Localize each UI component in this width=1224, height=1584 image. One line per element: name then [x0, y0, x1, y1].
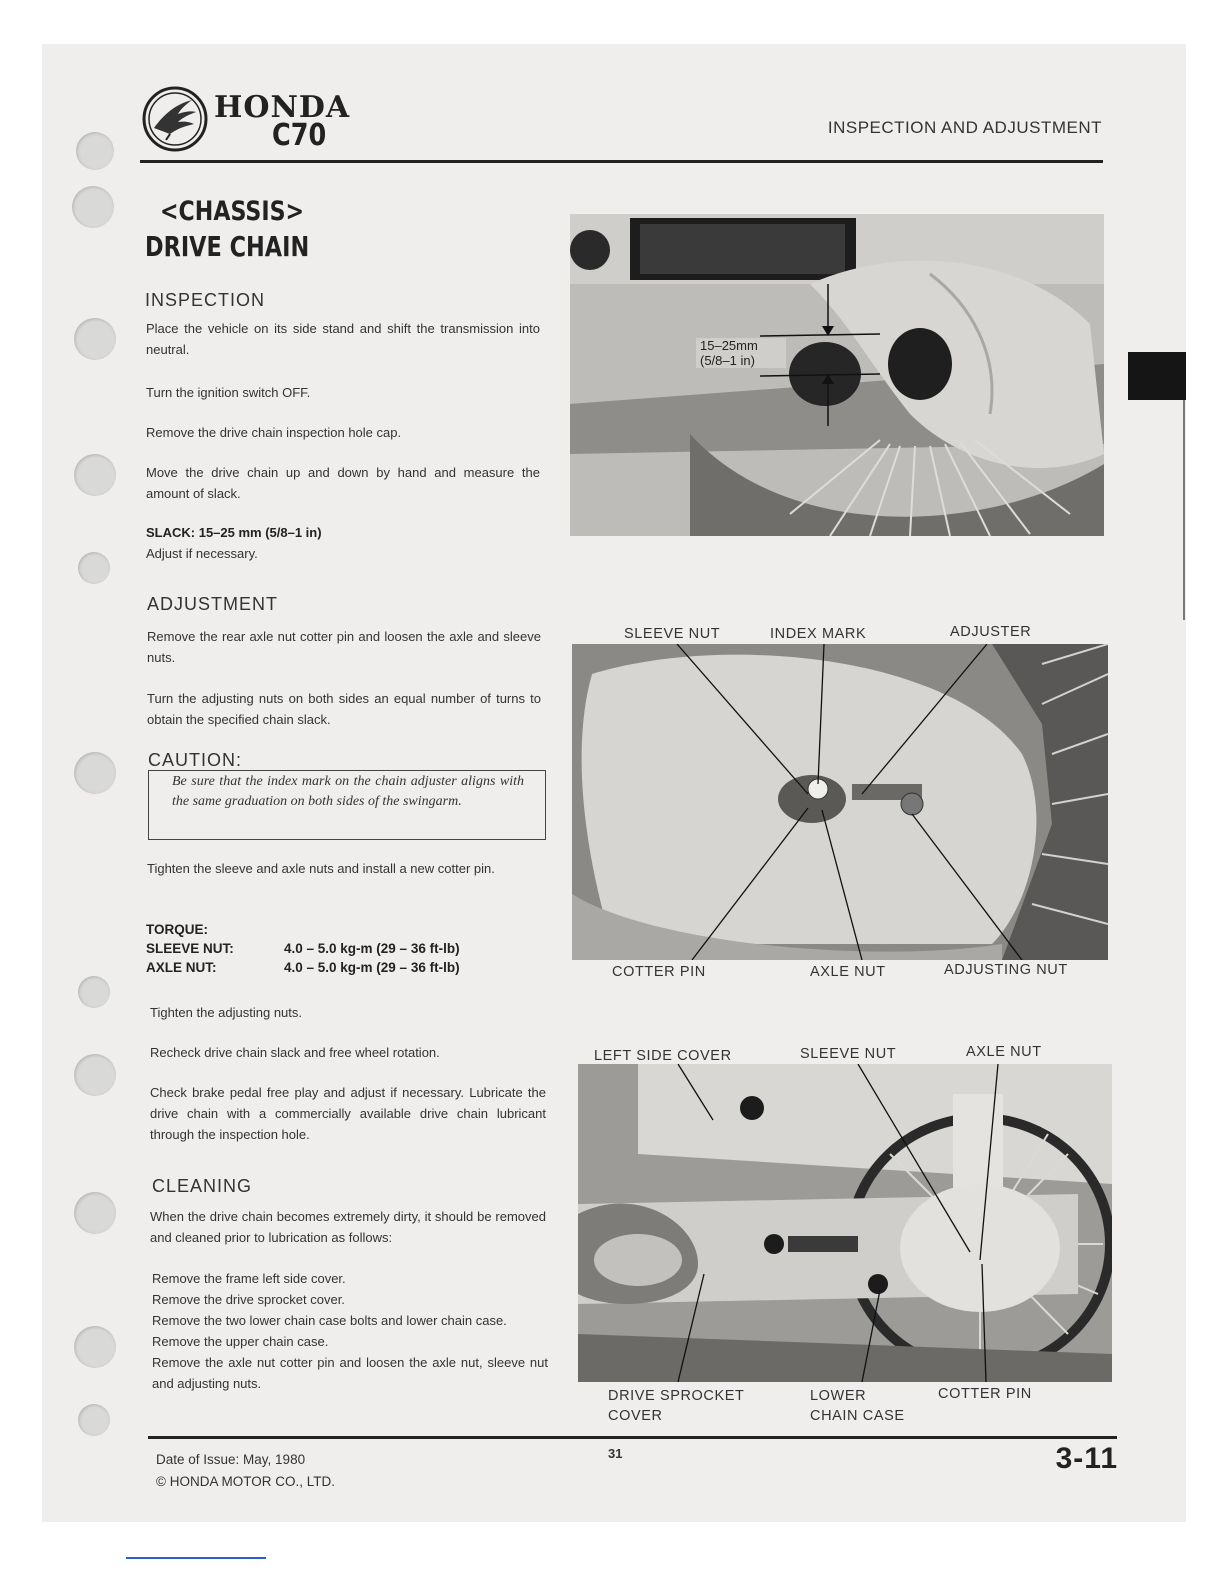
caution-heading: CAUTION: — [148, 750, 243, 770]
inspection-heading: INSPECTION — [145, 290, 266, 310]
fig2-label-index-mark: INDEX MARK — [770, 626, 867, 642]
binder-hole — [74, 1054, 116, 1096]
fig2-label-sleeve-nut: SLEEVE NUT — [624, 626, 721, 642]
cleaning-intro: When the drive chain becomes extremely dirty, it should be removed and cleaned prior to lubrication as follows: — [150, 1209, 546, 1245]
adjustment-step-6: Check brake pedal free play and adjust if necessary. Lubricate the drive chain with a commercially available drive chain lubricant through the inspection hole. — [150, 1085, 546, 1142]
adjust-note: Adjust if necessary. — [146, 546, 258, 561]
torque-label: AXLE NUT: — [146, 960, 217, 975]
binder-hole — [72, 186, 114, 228]
fig3-label-left-side-cover: LEFT SIDE COVER — [594, 1048, 732, 1064]
inspection-step-2: Turn the ignition switch OFF. — [146, 385, 311, 400]
slack-dimension-label: 15–25mm — [700, 338, 758, 353]
adjustment-heading: ADJUSTMENT — [147, 594, 278, 614]
binder-hole — [78, 976, 110, 1008]
torque-heading: TORQUE: — [146, 922, 209, 937]
fig3-label-drive-sprocket: DRIVE SPROCKET — [608, 1388, 745, 1404]
adjustment-step-1: Remove the rear axle nut cotter pin and loosen the axle and sleeve nuts. — [147, 629, 541, 665]
adjustment-step-3: Tighten the sleeve and axle nuts and install a new cotter pin. — [147, 861, 495, 876]
fig2-label-cotter-pin: COTTER PIN — [612, 964, 706, 980]
chapter-heading: <CHASSIS> — [160, 196, 305, 227]
binder-hole — [74, 318, 116, 360]
inspection-step-3: Remove the drive chain inspection hole cap. — [146, 425, 402, 440]
inspection-step-4: Move the drive chain up and down by hand and measure the amount of slack. — [146, 465, 540, 501]
cleaning-step: Remove the two lower chain case bolts and lower chain case. — [152, 1313, 507, 1328]
copyright: © HONDA MOTOR CO., LTD. — [156, 1474, 335, 1489]
model-name: C70 — [272, 118, 327, 153]
fig3-label-cotter-pin: COTTER PIN — [938, 1386, 1032, 1402]
cleaning-steps — [152, 1268, 548, 1394]
page-edge-shadow — [1183, 400, 1185, 620]
page-header-title: INSPECTION AND ADJUSTMENT — [827, 118, 1102, 137]
cleaning-step: Remove the frame left side cover. — [152, 1271, 346, 1286]
chain-case-photo — [578, 1064, 1112, 1382]
torque-row-axle — [146, 958, 460, 977]
cleaning-step: Remove the drive sprocket cover. — [152, 1292, 345, 1307]
footer-divider — [148, 1436, 1117, 1439]
bottom-link-underline — [126, 1557, 266, 1559]
torque-value: 4.0 – 5.0 kg-m (29 – 36 ft-lb) — [284, 941, 460, 956]
torque-spec — [146, 920, 460, 977]
torque-row-sleeve — [146, 939, 460, 958]
adjustment-step-5: Recheck drive chain slack and free wheel rotation. — [150, 1045, 440, 1060]
binder-hole — [74, 752, 116, 794]
adjustment-step-4: Tighten the adjusting nuts. — [150, 1005, 303, 1020]
cleaning-heading: CLEANING — [152, 1176, 253, 1196]
honda-wing-logo-icon — [140, 84, 210, 154]
fig3-label-chain-case: CHAIN CASE — [810, 1408, 905, 1424]
fig2-label-adjuster: ADJUSTER — [950, 624, 1032, 640]
binder-hole — [74, 1192, 116, 1234]
issue-date: Date of Issue: May, 1980 — [156, 1452, 306, 1467]
section-tab-marker — [1128, 352, 1186, 400]
cleaning-step: Remove the upper chain case. — [152, 1334, 329, 1349]
adjustment-step-2: Turn the adjusting nuts on both sides an equal number of turns to obtain the specified chain slack. — [147, 691, 541, 727]
section-heading: DRIVE CHAIN — [145, 230, 310, 263]
torque-label: SLEEVE NUT: — [146, 941, 234, 956]
fig2-label-adjusting-nut: ADJUSTING NUT — [944, 962, 1068, 978]
fig3-label-lower: LOWER — [810, 1388, 867, 1404]
chain-adjuster-photo — [572, 644, 1108, 960]
binder-hole — [78, 552, 110, 584]
fig2-label-axle-nut: AXLE NUT — [810, 964, 886, 980]
binder-hole — [78, 1404, 110, 1436]
fig3-label-axle-nut: AXLE NUT — [966, 1044, 1042, 1060]
caution-text: Be sure that the index mark on the chain adjuster aligns with the same graduation on both sides of the swingarm. — [172, 774, 524, 809]
binder-hole — [74, 454, 116, 496]
binder-hole — [74, 1326, 116, 1368]
slack-dimension-label: (5/8–1 in) — [700, 353, 755, 368]
page-number: 31 — [608, 1446, 623, 1461]
section-page-number: 3-11 — [1055, 1442, 1118, 1475]
fig3-label-sleeve-nut: SLEEVE NUT — [800, 1046, 897, 1062]
inspection-step-1: Place the vehicle on its side stand and shift the transmission into neutral. — [146, 321, 540, 357]
torque-value: 4.0 – 5.0 kg-m (29 – 36 ft-lb) — [284, 960, 460, 975]
header-divider — [140, 160, 1103, 163]
chain-slack-photo — [570, 214, 1104, 536]
brand-name: HONDA — [214, 90, 351, 125]
fig3-label-drive-sprocket-cover: COVER — [608, 1408, 663, 1424]
slack-spec: SLACK: 15–25 mm (5/8–1 in) — [146, 525, 322, 540]
binder-hole — [76, 132, 114, 170]
cleaning-step: Remove the axle nut cotter pin and loosen the axle nut, sleeve nut and adjusting nuts. — [152, 1355, 548, 1391]
